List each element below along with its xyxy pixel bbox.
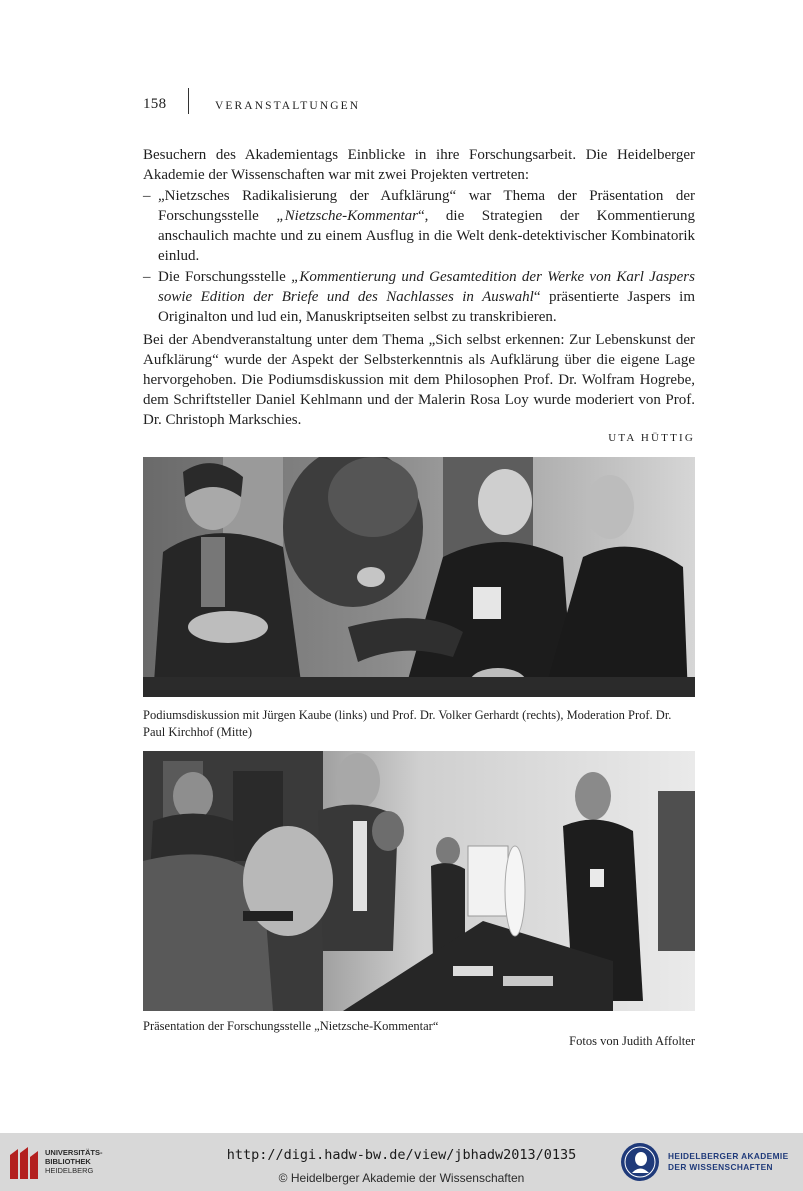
evening-paragraph: Bei der Abendveranstaltung unter dem Thema „Sich selbst erkennen: Zur Lebenskunst der Aufklärung“ wurde der Aspekt der Selbsterkenntnis als Aufklärung über die eigene Lage hervorgehoben. Die Podiumsdiskussion mit dem Philosophen Prof. Dr. Wolfram Hogrebe, dem Schriftsteller Daniel Kehlmann und der Malerin Rosa Loy wurde moderiert von Prof. Dr. Christoph Markschies. xyxy=(143,332,695,428)
list-item xyxy=(143,267,695,327)
list-text: “, die Strategien der Kommentierung anschaulich machte und zu einem Ausflug in die Welt denk-detektivischer Kombinatorik einlud. xyxy=(158,208,695,264)
list-dash: – xyxy=(143,188,151,204)
page-number: 158 xyxy=(143,96,167,112)
library-name-line: UNIVERSITÄTS- xyxy=(45,1148,103,1157)
academy-name-line: HEIDELBERGER AKADEMIE xyxy=(668,1151,789,1161)
photo-caption-2: Präsentation der Forschungsstelle „Nietzsche-Kommentar“ xyxy=(143,1019,439,1033)
photo-caption-1: Podiumsdiskussion mit Jürgen Kaube (links) und Prof. Dr. Volker Gerhardt (rechts), Moderation Prof. Dr. Paul Kirchhof (Mitte) xyxy=(143,708,672,739)
photo-illustration xyxy=(143,457,695,697)
academy-name[interactable] xyxy=(668,1151,789,1173)
permalink-url[interactable]: http://digi.hadw-bw.de/view/jbhadw2013/0135 xyxy=(226,1147,577,1163)
list-dash: – xyxy=(143,269,151,285)
presentation-photo xyxy=(143,751,695,1011)
list-text-italic: „Kommentierung und Gesamtedition der Werke von Karl Jaspers sowie Edition der Briefe und des Nachlasses in Auswahl xyxy=(158,269,695,305)
list-text: „Nietzsches Radikalisierung der Aufklärung“ war Thema der Präsentation der Forschungsstelle xyxy=(158,188,695,224)
list-text-italic: „Nietzsche-Kommentar xyxy=(276,208,418,224)
list-text: “ präsentierte Jaspers im Originalton und lud ein, Manuskriptseiten selbst zu transkribieren. xyxy=(158,289,695,325)
library-name-line: HEIDELBERG xyxy=(45,1166,94,1175)
author-signature: UTA HÜTTIG xyxy=(608,432,695,444)
list-item xyxy=(143,186,695,266)
section-title: VERANSTALTUNGEN xyxy=(215,100,361,112)
running-header xyxy=(143,94,695,120)
photo-illustration xyxy=(143,751,695,1011)
panel-discussion-photo xyxy=(143,457,695,697)
header-divider xyxy=(188,88,189,114)
project-list xyxy=(143,186,695,327)
academy-seal-icon[interactable] xyxy=(620,1142,660,1182)
academy-name-line: DER WISSENSCHAFTEN xyxy=(668,1162,773,1172)
photo-credit: Fotos von Judith Affolter xyxy=(569,1034,695,1048)
list-text: Die Forschungsstelle xyxy=(158,269,292,285)
body-text xyxy=(143,145,695,448)
footer-bar xyxy=(0,1133,803,1191)
copyright-notice: © Heidelberger Akademie der Wissenschaften xyxy=(278,1171,525,1185)
library-name-line: BIBLIOTHEK xyxy=(45,1157,91,1166)
intro-paragraph: Besuchern des Akademientags Einblicke in ihre Forschungsarbeit. Die Heidelberger Akademie der Wissenschaften war mit zwei Projekten vertreten: xyxy=(143,147,695,183)
